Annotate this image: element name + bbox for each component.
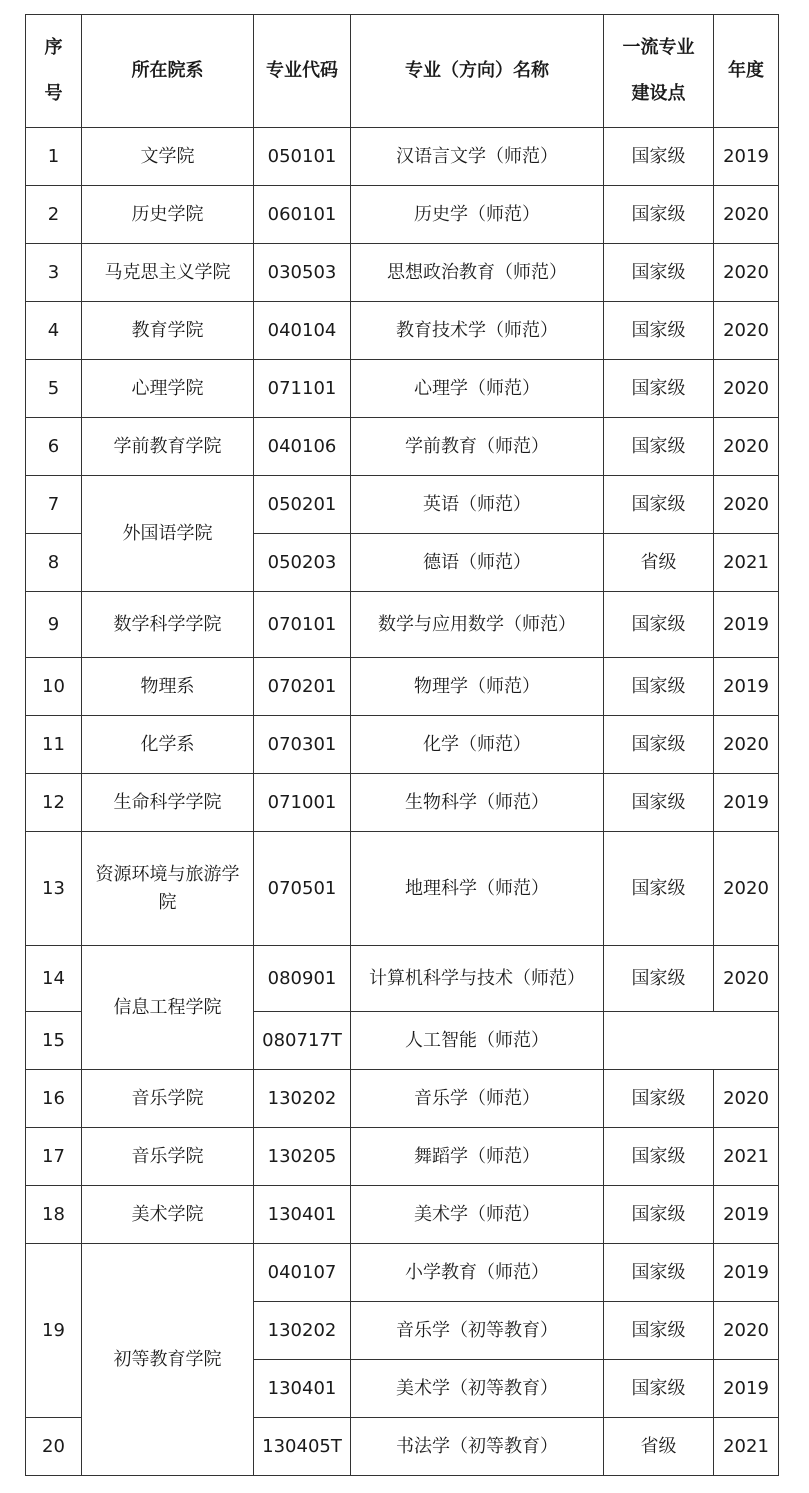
cell-year: 2020 (714, 186, 779, 244)
header-dept: 所在院系 (82, 15, 254, 128)
cell-year: 2021 (714, 1128, 779, 1186)
cell-dept: 数学科学学院 (82, 592, 254, 658)
cell-year: 2019 (714, 658, 779, 716)
table-row (26, 186, 779, 244)
cell-level: 国家级 (604, 946, 714, 1012)
cell-name: 美术学（师范） (351, 1186, 604, 1244)
cell-code: 040106 (254, 418, 351, 476)
cell-level: 国家级 (604, 1128, 714, 1186)
cell-name: 学前教育（师范） (351, 418, 604, 476)
cell-seq: 12 (26, 774, 82, 832)
cell-name: 英语（师范） (351, 476, 604, 534)
cell-code: 030503 (254, 244, 351, 302)
table-row (26, 1070, 779, 1128)
cell-seq: 10 (26, 658, 82, 716)
cell-level: 国家级 (604, 1244, 714, 1302)
cell-code: 130202 (254, 1302, 351, 1360)
cell-code: 060101 (254, 186, 351, 244)
cell-code: 130405T (254, 1418, 351, 1476)
cell-name: 小学教育（师范） (351, 1244, 604, 1302)
cell-code: 050203 (254, 534, 351, 592)
cell-seq: 3 (26, 244, 82, 302)
cell-code: 130202 (254, 1070, 351, 1128)
cell-seq: 18 (26, 1186, 82, 1244)
cell-dept: 初等教育学院 (82, 1244, 254, 1476)
table-row (26, 476, 779, 534)
table-row (26, 658, 779, 716)
cell-name: 历史学（师范） (351, 186, 604, 244)
cell-code: 080717T (254, 1012, 351, 1070)
cell-year: 2019 (714, 592, 779, 658)
cell-name: 地理科学（师范） (351, 832, 604, 946)
cell-level: 国家级 (604, 244, 714, 302)
cell-seq: 16 (26, 1070, 82, 1128)
cell-level: 国家级 (604, 302, 714, 360)
cell-code: 040107 (254, 1244, 351, 1302)
cell-level: 国家级 (604, 186, 714, 244)
cell-level: 国家级 (604, 476, 714, 534)
cell-dept: 音乐学院 (82, 1070, 254, 1128)
cell-name: 心理学（师范） (351, 360, 604, 418)
cell-seq: 9 (26, 592, 82, 658)
cell-dept: 马克思主义学院 (82, 244, 254, 302)
table-row (26, 1128, 779, 1186)
header-row (26, 15, 779, 128)
cell-name: 音乐学（初等教育） (351, 1302, 604, 1360)
table-row (26, 716, 779, 774)
cell-code: 130401 (254, 1360, 351, 1418)
header-year: 年度 (714, 15, 779, 128)
table-row (26, 946, 779, 1012)
cell-name: 书法学（初等教育） (351, 1418, 604, 1476)
table-row (26, 774, 779, 832)
cell-name: 舞蹈学（师范） (351, 1128, 604, 1186)
cell-level: 国家级 (604, 832, 714, 946)
cell-year: 2020 (714, 946, 779, 1012)
cell-seq: 1 (26, 128, 82, 186)
cell-seq: 2 (26, 186, 82, 244)
cell-name: 计算机科学与技术（师范） (351, 946, 604, 1012)
cell-seq: 11 (26, 716, 82, 774)
cell-name: 人工智能（师范） (351, 1012, 604, 1070)
header-level: 一流专业 建设点 (604, 15, 714, 128)
cell-year: 2021 (714, 1418, 779, 1476)
table-row (26, 418, 779, 476)
table-row (26, 1244, 779, 1302)
cell-seq: 6 (26, 418, 82, 476)
cell-level: 国家级 (604, 1070, 714, 1128)
cell-seq: 15 (26, 1012, 82, 1070)
cell-dept: 资源环境与旅游学院 (82, 832, 254, 946)
cell-code: 071001 (254, 774, 351, 832)
cell-seq: 4 (26, 302, 82, 360)
cell-code: 130205 (254, 1128, 351, 1186)
cell-level: 省级 (604, 534, 714, 592)
cell-level: 省级 (604, 1418, 714, 1476)
cell-code: 070501 (254, 832, 351, 946)
cell-name: 美术学（初等教育） (351, 1360, 604, 1418)
cell-code: 050201 (254, 476, 351, 534)
cell-code: 050101 (254, 128, 351, 186)
table-row (26, 302, 779, 360)
cell-year: 2021 (714, 534, 779, 592)
cell-code: 080901 (254, 946, 351, 1012)
cell-level: 国家级 (604, 1302, 714, 1360)
cell-name: 物理学（师范） (351, 658, 604, 716)
cell-seq: 5 (26, 360, 82, 418)
cell-year: 2020 (714, 476, 779, 534)
cell-seq: 14 (26, 946, 82, 1012)
cell-seq: 7 (26, 476, 82, 534)
cell-dept: 音乐学院 (82, 1128, 254, 1186)
table-row (26, 592, 779, 658)
cell-year: 2019 (714, 1360, 779, 1418)
cell-dept: 教育学院 (82, 302, 254, 360)
cell-level: 国家级 (604, 774, 714, 832)
cell-seq: 13 (26, 832, 82, 946)
cell-year: 2020 (714, 1070, 779, 1128)
cell-year: 2019 (714, 128, 779, 186)
cell-seq: 19 (26, 1244, 82, 1418)
cell-year: 2020 (714, 302, 779, 360)
cell-code: 040104 (254, 302, 351, 360)
cell-dept: 外国语学院 (82, 476, 254, 592)
table-row (26, 832, 779, 946)
cell-name: 思想政治教育（师范） (351, 244, 604, 302)
header-code: 专业代码 (254, 15, 351, 128)
cell-dept: 学前教育学院 (82, 418, 254, 476)
cell-dept: 信息工程学院 (82, 946, 254, 1070)
cell-dept: 文学院 (82, 128, 254, 186)
cell-level: 国家级 (604, 716, 714, 774)
cell-seq: 20 (26, 1418, 82, 1476)
cell-level: 国家级 (604, 128, 714, 186)
cell-code: 070201 (254, 658, 351, 716)
cell-year: 2020 (714, 832, 779, 946)
cell-name: 教育技术学（师范） (351, 302, 604, 360)
cell-year: 2019 (714, 1186, 779, 1244)
cell-year: 2020 (714, 716, 779, 774)
cell-name: 生物科学（师范） (351, 774, 604, 832)
cell-level: 国家级 (604, 1186, 714, 1244)
cell-level-empty (604, 1012, 779, 1070)
cell-dept: 物理系 (82, 658, 254, 716)
cell-seq: 8 (26, 534, 82, 592)
cell-level: 国家级 (604, 592, 714, 658)
cell-level: 国家级 (604, 658, 714, 716)
cell-code: 130401 (254, 1186, 351, 1244)
cell-seq: 17 (26, 1128, 82, 1186)
cell-code: 070101 (254, 592, 351, 658)
cell-code: 071101 (254, 360, 351, 418)
table-row (26, 128, 779, 186)
cell-dept: 心理学院 (82, 360, 254, 418)
cell-year: 2020 (714, 360, 779, 418)
cell-year: 2019 (714, 774, 779, 832)
cell-name: 音乐学（师范） (351, 1070, 604, 1128)
cell-dept: 生命科学学院 (82, 774, 254, 832)
header-seq: 序 号 (26, 15, 82, 128)
cell-dept: 美术学院 (82, 1186, 254, 1244)
table-row (26, 244, 779, 302)
cell-year: 2020 (714, 244, 779, 302)
cell-dept: 历史学院 (82, 186, 254, 244)
cell-level: 国家级 (604, 360, 714, 418)
cell-code: 070301 (254, 716, 351, 774)
cell-level: 国家级 (604, 1360, 714, 1418)
cell-name: 汉语言文学（师范） (351, 128, 604, 186)
table-row (26, 360, 779, 418)
cell-year: 2020 (714, 418, 779, 476)
cell-name: 德语（师范） (351, 534, 604, 592)
cell-year: 2020 (714, 1302, 779, 1360)
table-row (26, 1186, 779, 1244)
header-name: 专业（方向）名称 (351, 15, 604, 128)
cell-level: 国家级 (604, 418, 714, 476)
cell-name: 数学与应用数学（师范） (351, 592, 604, 658)
majors-table (25, 14, 779, 1476)
cell-name: 化学（师范） (351, 716, 604, 774)
cell-dept: 化学系 (82, 716, 254, 774)
cell-year: 2019 (714, 1244, 779, 1302)
